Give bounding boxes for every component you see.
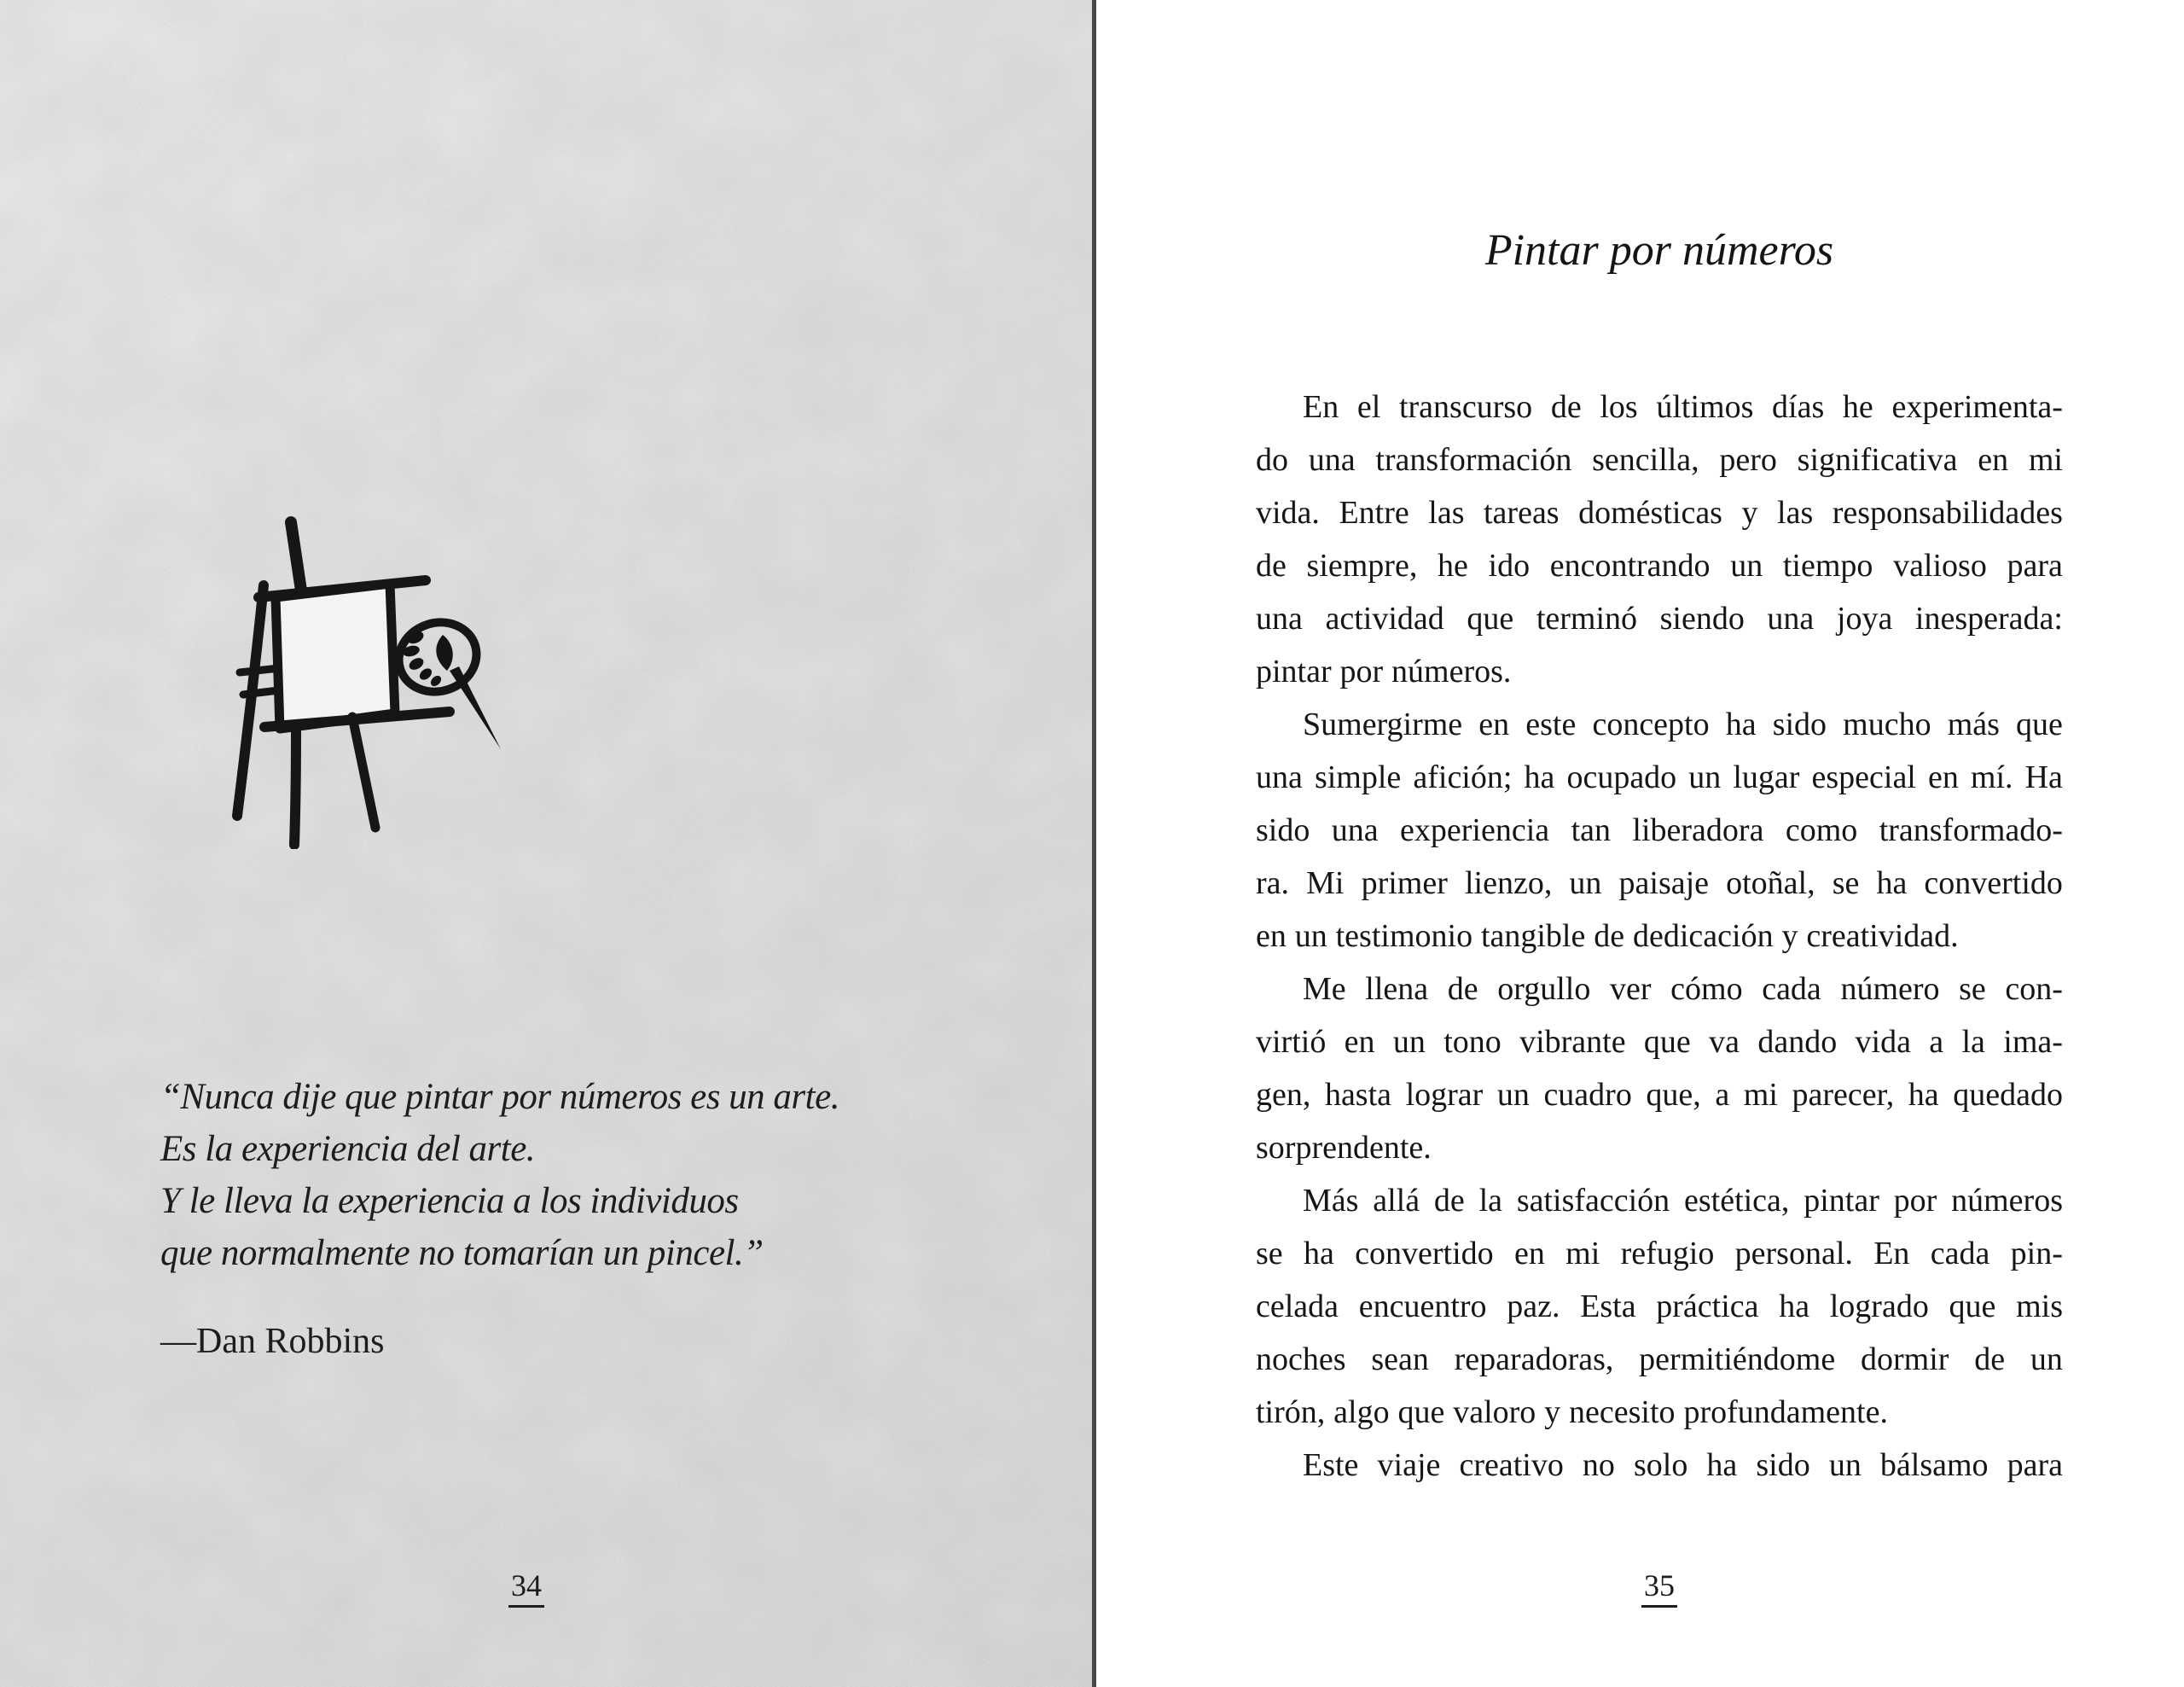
body-line: virtió en un tono vibrante que va dando vida a la ima- <box>1256 1024 2063 1060</box>
paint-dab <box>417 666 433 683</box>
page-number-value: 34 <box>511 1568 542 1603</box>
body-line: celada encuentro paz. Esta práctica ha logrado que mis <box>1256 1289 2063 1324</box>
easel-center-leg <box>294 732 296 845</box>
quote-line: que normalmente no tomarían un pincel.” <box>160 1233 764 1273</box>
body-line: do una transformación sencilla, pero significativa en mi <box>1256 442 2063 478</box>
body-line: En el transcurso de los últimos días he experimenta- <box>1303 389 2063 425</box>
body-line: de siempre, he ido encontrando un tiempo valioso para <box>1256 548 2063 584</box>
chapter-title: Pintar por números <box>1484 226 1834 275</box>
body-line: una actividad que terminó siendo una joya inesperada: <box>1256 601 2063 637</box>
quote-line: Es la experiencia del arte. <box>160 1129 536 1169</box>
paint-dab <box>407 655 426 672</box>
easel-right-leg <box>352 717 375 828</box>
easel-canvas <box>276 584 395 729</box>
page-number-left <box>508 1570 544 1608</box>
quote-line: Y le lleva la experiencia a los individuos <box>160 1181 739 1221</box>
body-line: pintar por números. <box>1256 654 1512 689</box>
body-line: Sumergirme en este concepto ha sido mucho más que <box>1303 707 2063 742</box>
body-line: gen, hasta lograr un cuadro que, a mi parecer, ha quedado <box>1256 1077 2063 1113</box>
quote-attribution: —Dan Robbins <box>160 1322 385 1361</box>
body-text <box>1256 381 2063 1492</box>
easel-mast <box>291 522 301 590</box>
body-line: noches sean reparadoras, permitiéndome dormir de un <box>1256 1341 2063 1377</box>
body-line: sido una experiencia tan liberadora como transformado- <box>1256 812 2063 848</box>
body-line: vida. Entre las tareas domésticas y las responsabilidades <box>1256 495 2063 531</box>
easel-left-leg <box>237 585 264 816</box>
brush-tip <box>436 635 452 671</box>
body-line: Este viaje creativo no solo ha sido un bálsamo para <box>1303 1447 2063 1483</box>
page-number-value: 35 <box>1644 1568 1675 1603</box>
quote-line: “Nunca dije que pintar por números es un arte. <box>160 1077 839 1117</box>
body-line: tirón, algo que valoro y necesito profundamente. <box>1256 1394 1888 1430</box>
body-line: ra. Mi primer lienzo, un paisaje otoñal, se ha convertido <box>1256 865 2063 901</box>
quote-block <box>160 1071 1014 1279</box>
right-page <box>1096 0 2184 1687</box>
body-line: se ha convertido en mi refugio personal. En cada pin- <box>1256 1236 2063 1271</box>
body-line: Más allá de la satisfacción estética, pintar por números <box>1303 1183 2063 1219</box>
body-line: una simple afición; ha ocupado un lugar especial en mí. Ha <box>1256 759 2063 795</box>
body-line: en un testimonio tangible de dedicación y creatividad. <box>1256 918 1959 954</box>
easel-palette-illustration <box>226 512 508 849</box>
brush-handle <box>450 666 501 749</box>
paint-dab <box>429 674 444 689</box>
page-number-right <box>1641 1570 1677 1608</box>
page-number-underline <box>1641 1605 1677 1608</box>
page-number-underline <box>508 1605 544 1608</box>
body-line: sorprendente. <box>1256 1130 1432 1166</box>
body-line: Me llena de orgullo ver cómo cada número se con- <box>1303 971 2063 1007</box>
